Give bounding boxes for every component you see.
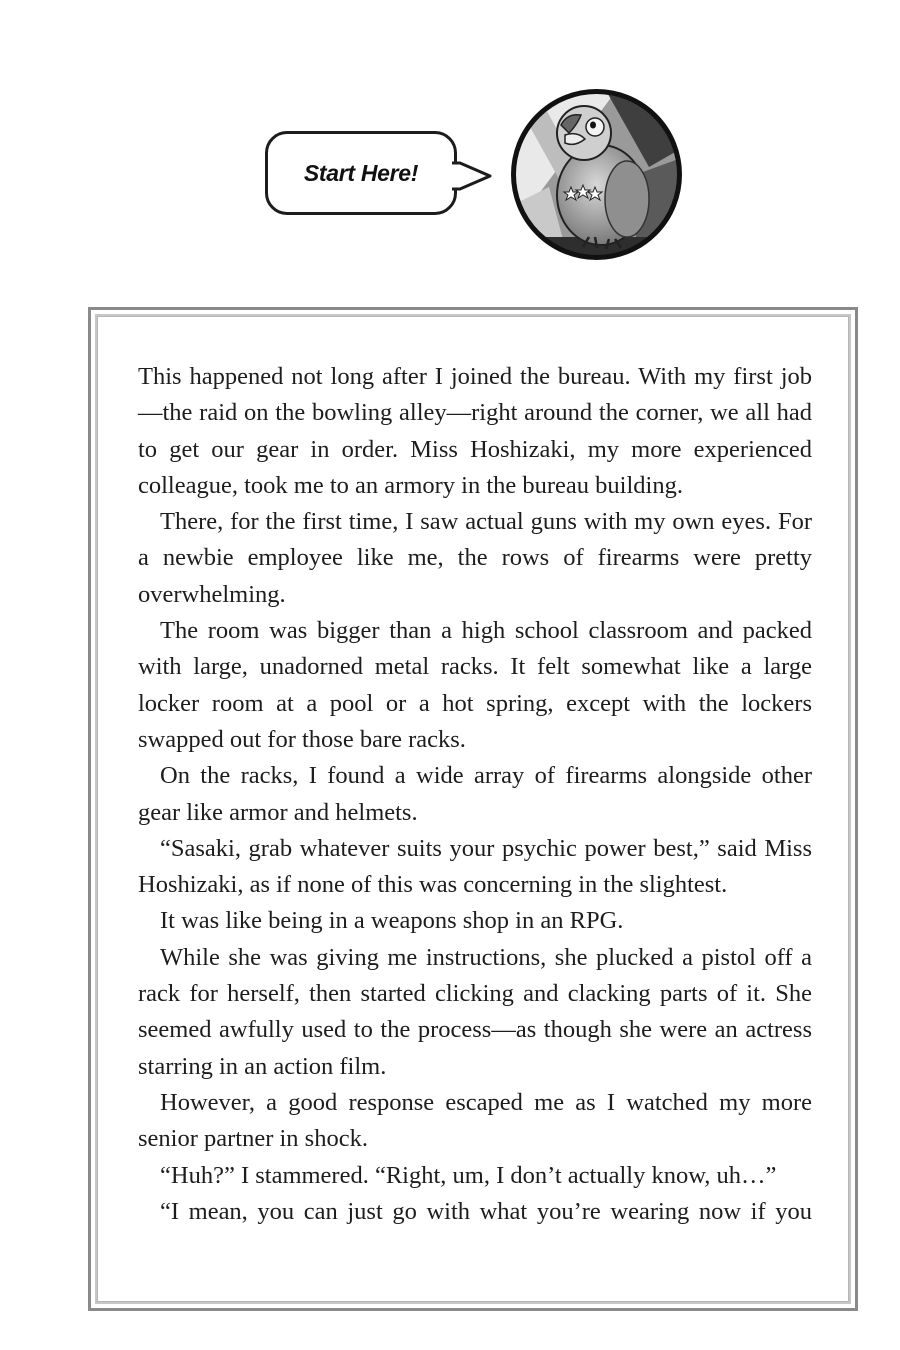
story-paragraph: This happened not long after I joined the bureau. With my first job—the raid on the bowling alley—right around the corner, we all had to get our gear in order. Miss Hoshizaki, my more experienced colleague, took me to an armory in the bureau building. bbox=[138, 363, 812, 499]
story-text bbox=[138, 359, 812, 1230]
story-paragraph: “Sasaki, grab whatever suits your psychic power best,” said Miss Hoshizaki, as if none of this was concerning in the slightest. bbox=[138, 834, 812, 899]
story-paragraph: It was like being in a weapons shop in an RPG. bbox=[160, 907, 624, 935]
story-paragraph: There, for the first time, I saw actual guns with my own eyes. For a newbie employee like me, the rows of firearms were pretty overwhelming. bbox=[138, 508, 812, 608]
story-paragraph: “Huh?” I stammered. “Right, um, I don’t actually know, uh…” bbox=[160, 1161, 777, 1189]
start-here-label: Start Here! bbox=[303, 159, 419, 186]
story-paragraph: While she was giving me instructions, she plucked a pistol off a rack for herself, then started clicking and clacking parts of it. She seemed awfully used to the process—as though she were an actress starring in an action film. bbox=[138, 943, 812, 1080]
story-paragraph: However, a good response escaped me as I watched my more senior partner in shock. bbox=[138, 1088, 812, 1153]
story-paragraph: On the racks, I found a wide array of firearms alongside other gear like armor and helmets. bbox=[138, 762, 812, 826]
story-frame bbox=[88, 307, 858, 1311]
bird-mascot-icon bbox=[509, 87, 684, 262]
story-paragraph: The room was bigger than a high school classroom and packed with large, unadorned metal racks. It felt somewhat like a large locker room at a pool or a hot spring, except with the lockers swapped out for those bare racks. bbox=[138, 617, 812, 753]
callout-tail bbox=[452, 158, 492, 194]
story-paragraph: “I mean, you can just go with what you’re wearing now if you bbox=[160, 1197, 812, 1225]
start-here-callout bbox=[265, 131, 457, 215]
